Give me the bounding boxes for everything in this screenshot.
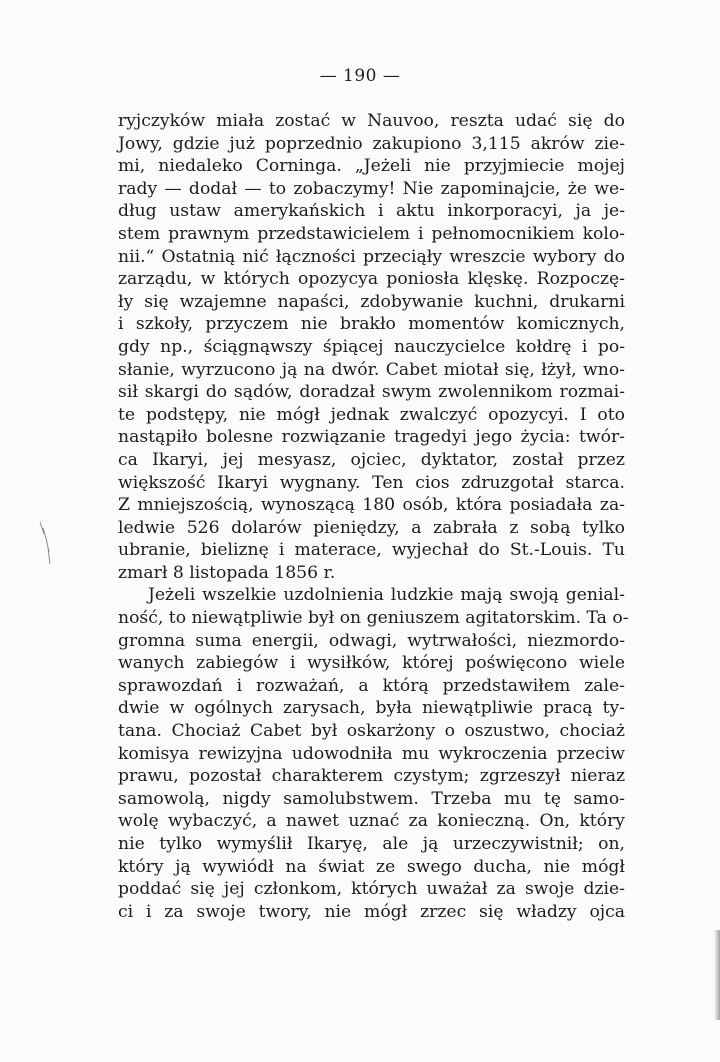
text-line: Z mniejszością, wynoszącą 180 osób, która posiadała za- bbox=[118, 495, 625, 516]
text-line: ność, to niewątpliwie był on geniuszem agitatorskim. Ta o- bbox=[118, 608, 629, 629]
text-line: samowolą, nigdy samolubstwem. Trzeba mu tę samo- bbox=[118, 788, 625, 809]
text-line: ubranie, bieliznę i materace, wyjechał do St.-Louis. Tu bbox=[118, 540, 625, 561]
text-line: słanie, wyrzucono ją na dwór. Cabet miotał się, łżył, wno- bbox=[118, 359, 625, 380]
text-line: sprawozdań i rozważań, a którą przedstawiłem zale- bbox=[118, 675, 625, 696]
text-line: stem prawnym przedstawicielem i pełnomocnikiem kolo- bbox=[118, 223, 625, 244]
text-line: gdy np., ściągnąwszy śpiącej nauczycielce kołdrę i po- bbox=[118, 336, 625, 357]
text-line: dług ustaw amerykańskich i aktu inkorporacyi, ja je- bbox=[118, 201, 625, 222]
text-line: Jeżeli wszelkie uzdolnienia ludzkie mają swoją genial- bbox=[148, 585, 625, 606]
text-line: wanych zabiegów i wysiłków, której poświęcono wiele bbox=[118, 653, 625, 674]
text-line: nie tylko wymyślił Ikaryę, ale ją urzeczywistnił; on, bbox=[118, 834, 625, 854]
text-line: i szkoły, przyczem nie brakło momentów komicznych, bbox=[118, 314, 625, 335]
text-line: nastąpiło bolesne rozwiązanie tragedyi jego życia: twór- bbox=[118, 427, 625, 448]
margin-scratch-mark bbox=[38, 520, 52, 568]
page-number: — 190 — bbox=[319, 66, 401, 86]
text-line: rady — dodał — to zobaczymy! Nie zapominajcie, że we- bbox=[118, 178, 625, 199]
text-line: ledwie 526 dolarów pieniędzy, a zabrała z sobą tylko bbox=[118, 517, 625, 538]
text-line: te podstępy, nie mógł jednak zwalczyć opozycyi. I oto bbox=[118, 404, 625, 425]
text-line: który ją wywiódł na świat ze swego ducha, nie mógł bbox=[118, 856, 625, 877]
text-line: nii.“ Ostatnią nić łączności przeciąły wreszcie wybory do bbox=[118, 246, 625, 267]
text-line: wolę wybaczyć, a nawet uznać za konieczną. On, który bbox=[118, 811, 625, 832]
text-line: prawu, pozostał charakterem czystym; zgrzeszył nieraz bbox=[118, 766, 625, 787]
text-line: mi, niedaleko Corninga. „Jeżeli nie przyjmiecie mojej bbox=[118, 156, 625, 177]
text-line: ły się wzajemne napaści, zdobywanie kuchni, drukarni bbox=[118, 291, 625, 312]
text-line: ryjczyków miała zostać w Nauvoo, reszta udać się do bbox=[118, 111, 625, 131]
text-line: większość Ikaryi wygnany. Ten cios zdruzgotał starca. bbox=[118, 472, 625, 493]
text-line: zarządu, w których opozycya poniosła klęskę. Rozpoczę- bbox=[118, 269, 625, 290]
page-edge-shadow bbox=[714, 930, 720, 1020]
text-line: sił skargi do sądów, doradzał swym zwolennikom rozmai- bbox=[118, 382, 625, 403]
text-line: ca Ikaryi, jej mesyasz, ojciec, dyktator, został przez bbox=[118, 449, 625, 470]
text-line: dwie w ogólnych zarysach, była niewątpliwie pracą ty- bbox=[118, 698, 625, 719]
text-line: gromna suma energii, odwagi, wytrwałości, niezmordo- bbox=[118, 630, 625, 651]
text-line: tana. Chociaż Cabet był oskarżony o oszustwo, chociaż bbox=[118, 721, 625, 742]
text-line: Jowy, gdzie już poprzednio zakupiono 3,115 akrów zie- bbox=[118, 133, 625, 154]
text-line: zmarł 8 listopada 1856 r. bbox=[118, 562, 336, 583]
text-line: poddać się jej członkom, których uważał za swoje dzie- bbox=[118, 879, 625, 900]
text-line: komisya rewizyjna udowodniła mu wykroczenia przeciw bbox=[118, 743, 625, 764]
text-line: ci i za swoje twory, nie mógł zrzec się władzy ojca bbox=[118, 901, 625, 922]
body-text bbox=[118, 110, 629, 923]
